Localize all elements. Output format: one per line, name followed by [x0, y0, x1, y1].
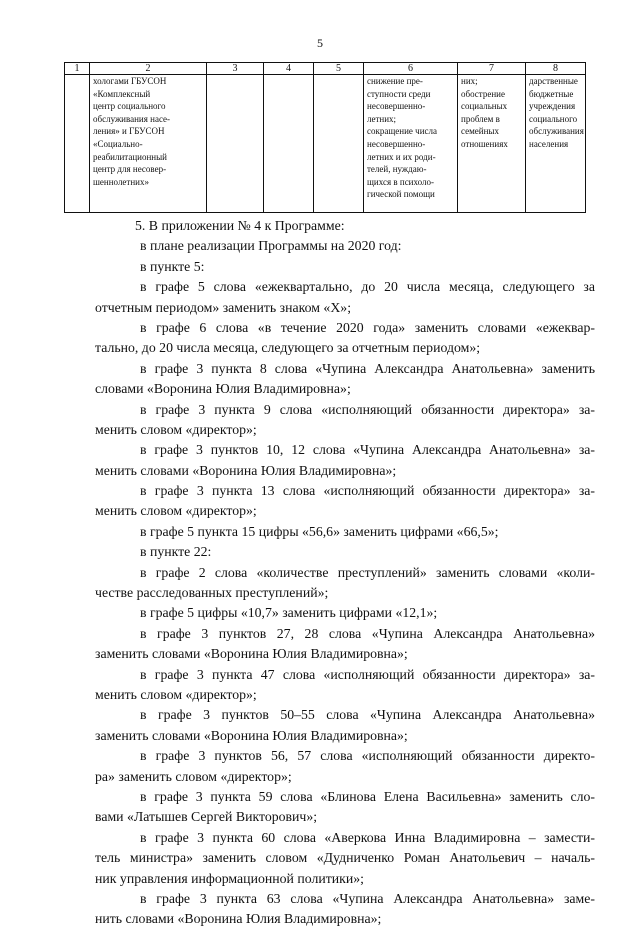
text-line: в графе 5 слова «ежеквартально, до 20 числа месяца, следующего за: [140, 279, 595, 295]
cell-line: телей, нуждаю-: [367, 164, 427, 175]
text-line: словами «Воронина Юлия Владимировна»;: [95, 381, 351, 397]
header-cell: 2: [90, 63, 207, 75]
text-line: вами «Латышев Сергей Викторович»;: [95, 809, 318, 825]
text-line: в графе 5 цифры «10,7» заменить цифрами «12,1»;: [140, 605, 438, 621]
cell-line: несовершенно-: [367, 138, 426, 149]
cell-line: населения: [529, 138, 569, 149]
text-line: честве расследованных преступлений»;: [95, 585, 329, 601]
text-line: нить словами «Воронина Юлия Владимировна»;: [95, 911, 382, 927]
cell-line: шеннолетних»: [93, 176, 149, 187]
cell-line: социальных: [461, 101, 508, 112]
text-line: отчетным периодом» заменить знаком «Х»;: [95, 299, 352, 315]
text-line: в графе 3 пунктов 50–55 слова «Чупина Александра Анатольевна»: [140, 707, 595, 723]
header-cell: 3: [207, 63, 264, 75]
header-cell: 4: [264, 63, 314, 75]
text-line: в графе 6 слова «в течение 2020 года» заменить словами «ежеквар-: [140, 319, 595, 335]
cell-line: отношениях: [461, 138, 508, 149]
table-cell-col5: [314, 75, 364, 213]
header-cell: 6: [364, 63, 458, 75]
table-cell-col6: [364, 75, 458, 213]
cell-line: семейных: [461, 126, 499, 137]
table-cell-col7: [458, 75, 526, 213]
cell-line: сокращение числа: [367, 126, 437, 137]
cell-line: «Комплексный: [93, 88, 151, 99]
table-cell-col3: [207, 75, 264, 213]
text-line: заменить словами «Воронина Юлия Владимировна»;: [95, 646, 408, 662]
text-line: 5. В приложении № 4 к Программе:: [135, 218, 345, 233]
cell-line: несовершенно-: [367, 101, 426, 112]
cell-line: ления» и ГБУСОН: [93, 126, 165, 137]
cell-line: летних и их роди-: [367, 151, 436, 162]
cell-line: летних;: [367, 113, 397, 124]
plan-table: [64, 62, 586, 213]
document-body: [95, 216, 595, 930]
text-line: тально, до 20 числа месяца, следующего за отчетным периодом»;: [95, 340, 481, 356]
text-line: в графе 3 пунктов 56, 57 слова «исполняющий обязанности директо-: [140, 748, 595, 764]
text-line: в графе 3 пункта 8 слова «Чупина Александра Анатольевна» заменить: [140, 360, 595, 376]
cell-line: гической помощи: [367, 189, 435, 200]
table-cell-col8: [526, 75, 586, 213]
text-line: в графе 3 пункта 60 слова «Аверкова Инна Владимировна – замести-: [140, 829, 595, 845]
text-line: заменить словами «Воронина Юлия Владимировна»;: [95, 727, 408, 743]
cell-line: них;: [461, 76, 478, 86]
text-line: в графе 3 пунктов 27, 28 слова «Чупина Александра Анатольевна»: [140, 625, 595, 641]
cell-line: бюджетные: [529, 88, 574, 99]
text-line: менить словом «директор»;: [95, 686, 257, 702]
header-cell: 1: [65, 63, 90, 75]
cell-line: снижение пре-: [367, 76, 423, 86]
cell-line: социального: [529, 113, 578, 124]
text-line: в графе 2 слова «количестве преступлений» заменить словами «коли-: [140, 564, 595, 580]
header-cell: 8: [526, 63, 586, 75]
text-line: ра» заменить словом «директор»;: [95, 768, 292, 784]
cell-line: проблем в: [461, 113, 500, 124]
cell-line: обслуживания насе-: [93, 113, 171, 124]
text-line: в графе 5 пункта 15 цифры «56,6» заменить цифрами «66,5»;: [140, 523, 499, 539]
cell-line: обострение: [461, 88, 505, 99]
text-line: менить словом «директор»;: [95, 421, 257, 437]
table-header-row: [65, 63, 586, 75]
cell-line: учреждения: [529, 101, 576, 112]
text-line: в пункте 5:: [140, 258, 205, 274]
text-line: в графе 3 пункта 13 слова «исполняющий обязанности директора» за-: [140, 483, 595, 499]
text-line: в графе 3 пункта 9 слова «исполняющий обязанности директора» за-: [140, 401, 595, 417]
cell-line: центр социального: [93, 101, 166, 112]
cell-line: центр для несовер-: [93, 164, 167, 175]
cell-line: дарственные: [529, 76, 578, 86]
text-line: в пункте 22:: [140, 544, 212, 560]
header-cell: 5: [314, 63, 364, 75]
text-line: в графе 3 пункта 47 слова «исполняющий обязанности директора» за-: [140, 666, 595, 682]
cell-line: хологами ГБУСОН: [93, 76, 167, 86]
text-line: в плане реализации Программы на 2020 год:: [140, 238, 402, 254]
table-cell-col2: [90, 75, 207, 213]
table-cell-col1: [65, 75, 90, 213]
text-line: тель министра» заменить словом «Дудниченко Роман Анатольевич – началь-: [95, 850, 595, 866]
header-cell: 7: [458, 63, 526, 75]
text-line: в графе 3 пункта 59 слова «Блинова Елена Васильевна» заменить сло-: [140, 788, 595, 804]
text-line: в графе 3 пунктов 10, 12 слова «Чупина Александра Анатольевна» за-: [140, 442, 595, 458]
cell-line: щихся в психоло-: [367, 176, 435, 187]
cell-line: обслуживания: [529, 126, 584, 137]
text-line: менить словом «директор»;: [95, 503, 257, 519]
text-line: ник управления информационной политики»;: [95, 870, 364, 886]
text-line: менить словами «Воронина Юлия Владимировна»;: [95, 462, 397, 478]
cell-line: реабилитационный: [93, 151, 167, 162]
table-cell-col4: [264, 75, 314, 213]
text-line: в графе 3 пункта 63 слова «Чупина Александра Анатольевна» заме-: [140, 890, 595, 906]
page-number: 5: [317, 36, 323, 50]
cell-line: ступности среди: [367, 88, 431, 99]
cell-line: «Социально-: [93, 138, 143, 149]
table-row: [65, 75, 586, 213]
